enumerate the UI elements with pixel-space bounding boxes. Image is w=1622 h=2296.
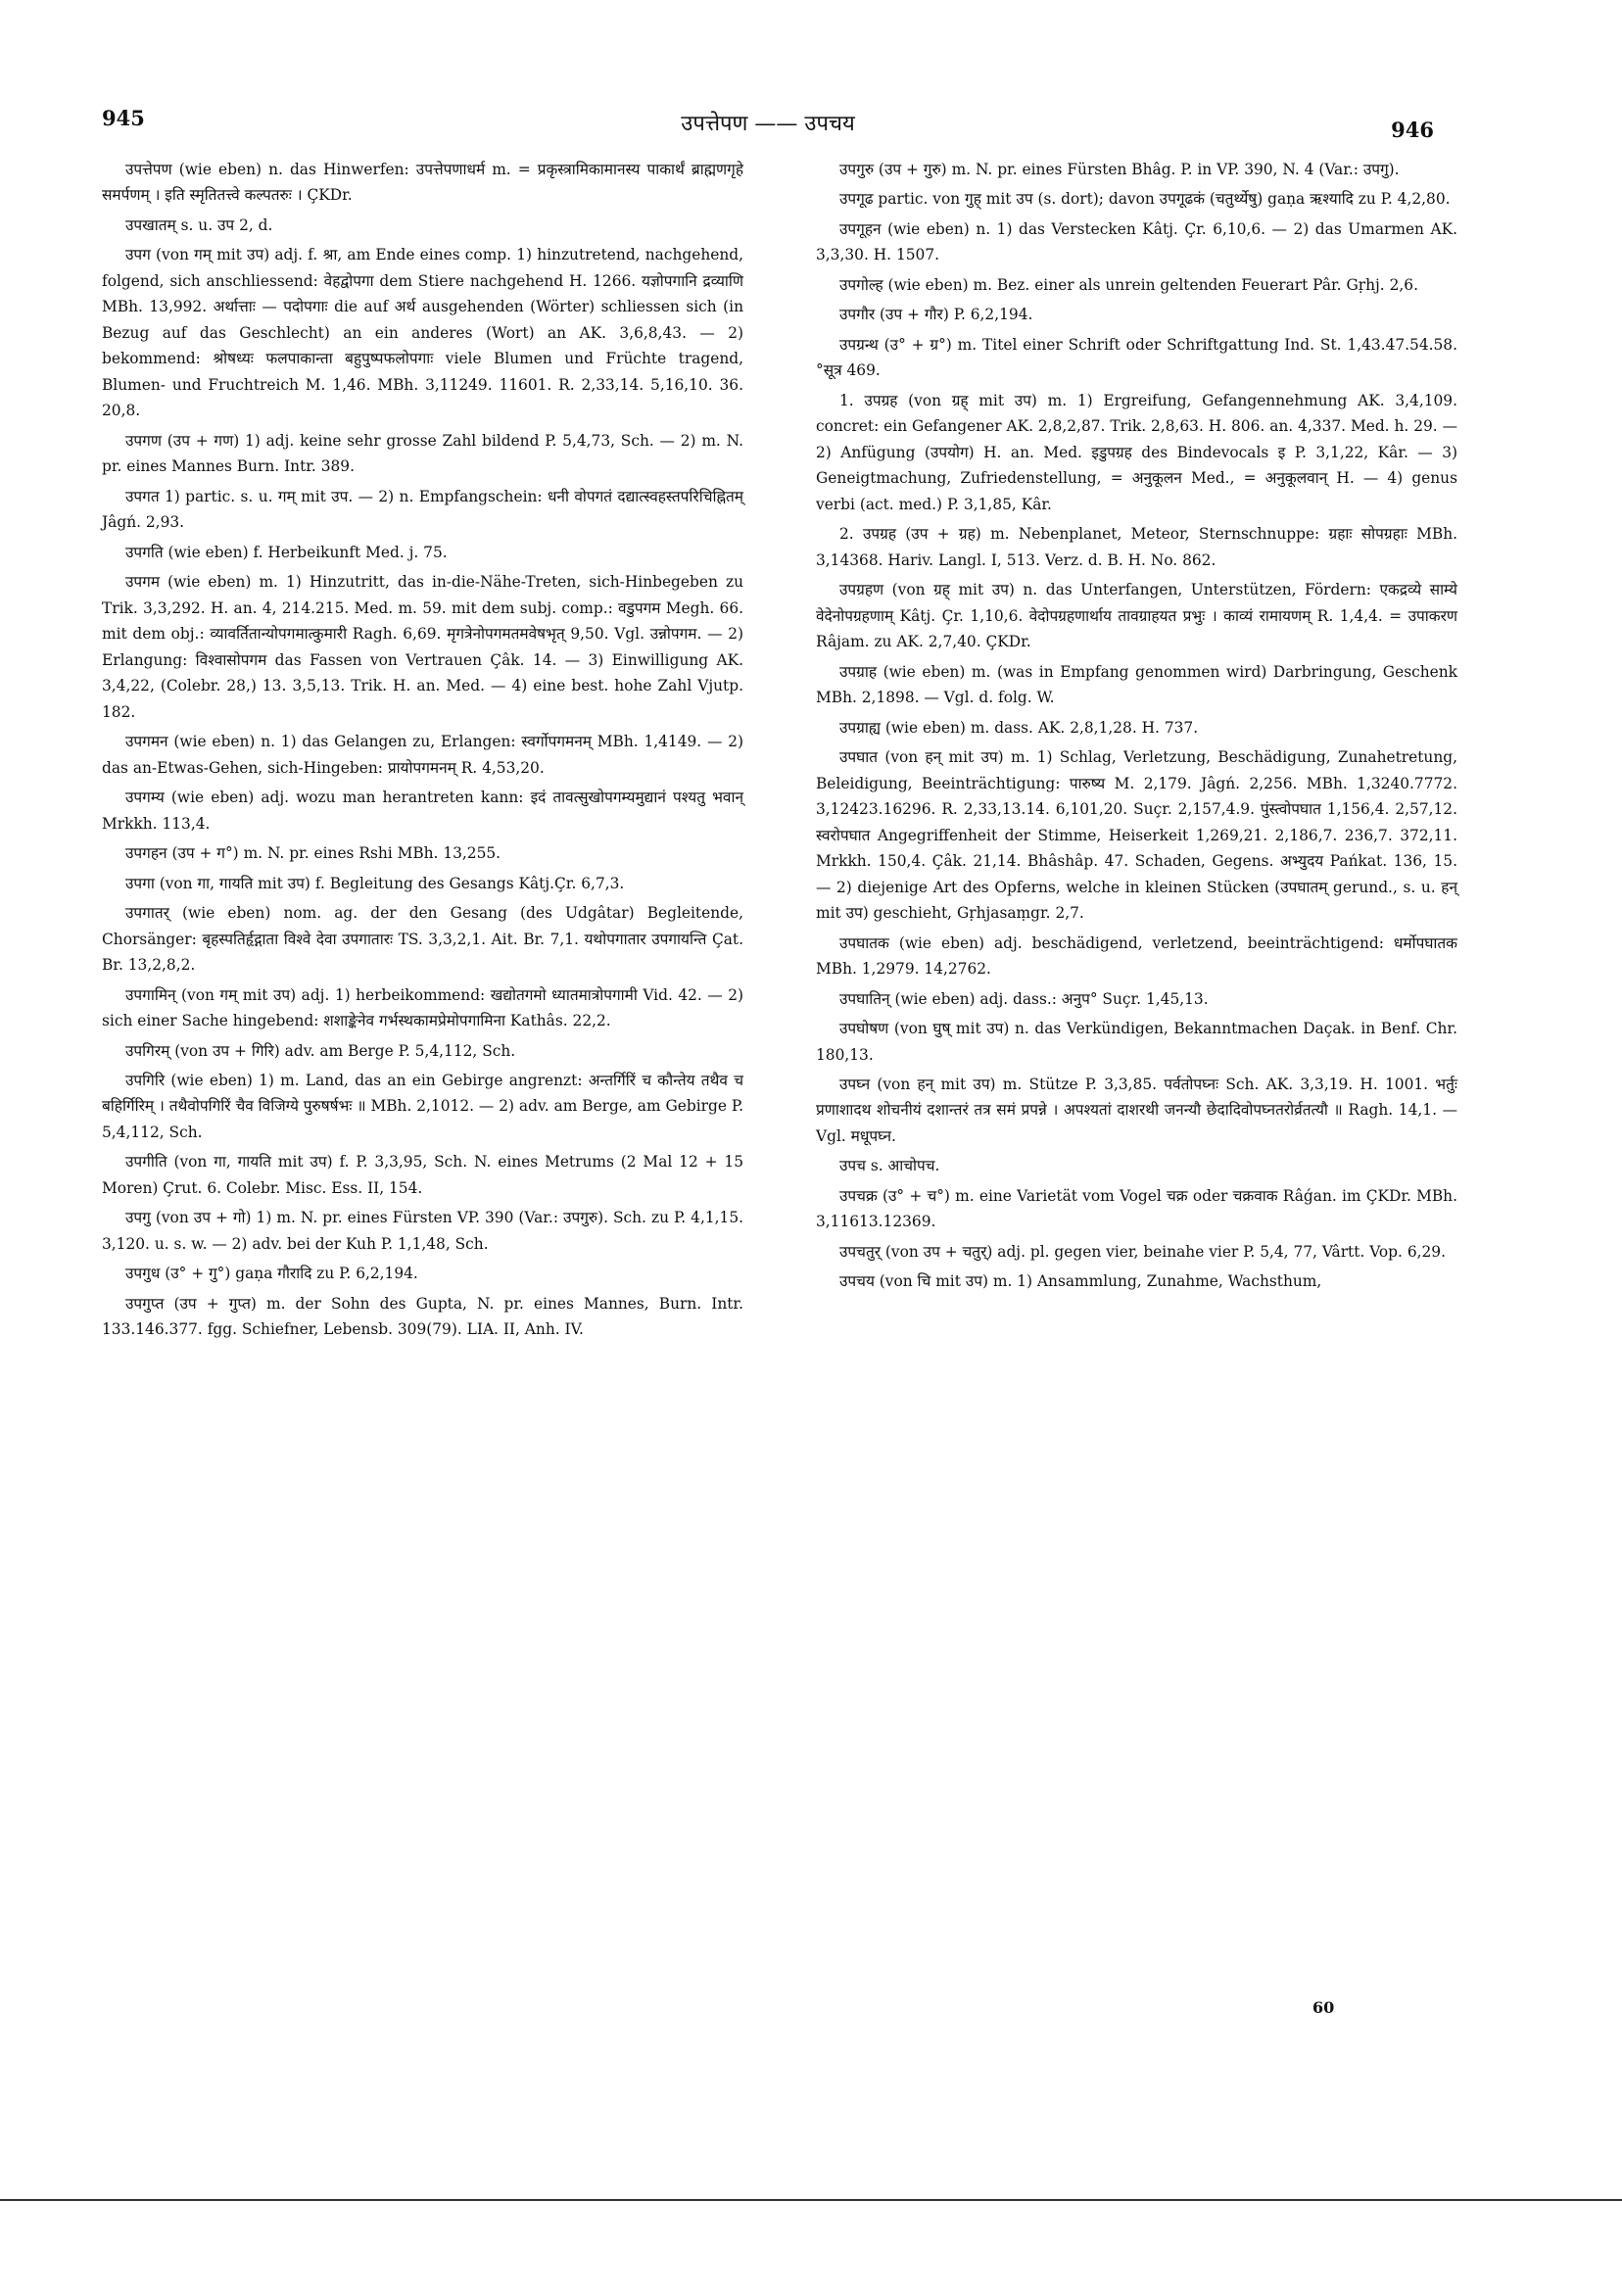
dictionary-entry: उपखातम् s. u. उप 2, d. [125,215,273,234]
running-title: उपत्तेपण —— उपचय [681,112,855,136]
dictionary-entry: उपगुप्त (उप + गुप्त) m. der Sohn des Gupta, N. pr. eines Mannes, Burn. Intr. 133.146.377. fgg. Schiefner, Lebensb. 309(79). LIA. II, Anh. IV. [102,1294,743,1339]
dictionary-entry: उपघात (von हन् mit उप) m. 1) Schlag, Verletzung, Beschädigung, Zunahetretung, Beleidigung, Beeinträchtigung: पारुष्य M. 2,179. Jâgń. 2,256. MBh. 1,3240.7772. 3,12423.16296. R. 2,33,13.14. 6,101,20. Suçr. 2,157,4.9. पुंस्त्वोपघात 1,156,4. 2,57,12. स्वरोपघात Angegriffenheit der Stimme, Heiserkeit 1,269,21. 2,186,7. 236,7. 372,11. Mrkkh. 150,4. Çâk. 21,14. Bhâshâp. 47. Schaden, Gegens. अभ्युदय Pańkat. 136, 15. — 2) diejenige Art des Opferns, welche in kleinen Stücken (उपघातम् gerund., s. u. हन् mit उप) geschieht, Gṛhjasaṃgr. 2,7. [816,748,1457,923]
dictionary-entry: उपघातिन् (wie eben) adj. dass.: अनुप° Suçr. 1,45,13. [839,989,1209,1008]
left-column [102,157,743,1347]
dictionary-entry: उपगिरि (wie eben) 1) m. Land, das an ein Gebirge angrenzt: अन्तर्गिरिं च कौन्तेय तथैव च बहिर्गिरिम् । तथैवोपगिरिं चैव विजिग्ये पुरुषर्षभः ॥ MBh. 2,1012. — 2) adv. am Berge, am Gebirge P. 5,4,112, Sch. [102,1071,743,1141]
page-number-left: 945 [102,106,145,130]
dictionary-entry: उपगम्य (wie eben) adj. wozu man herantreten kann: इदं तावत्सुखोपगम्यमुद्यानं पश्यतु भवान् Mrkkh. 113,4. [102,789,743,833]
dictionary-entry: उपग (von गम् mit उप) adj. f. श्रा, am Ende eines comp. 1) hinzutretend, nachgehend, folgend, sich anschliessend: वेहद्वोपगा dem Stiere nachgehend H. 1266. यज्ञोपगानि द्रव्याणि MBh. 13,992. अर्थात्ताः — पदोपगाः die auf अर्थ ausgehenden (Wörter) schliessen sich (in Bezug auf das Geschlecht) an ein anderes (Wort) an AK. 3,6,8,43. — 2) bekommend: श्रोषध्यः फलपाकान्ता बहुपुष्पफलोपगाः viele Blumen und Früchte tragend, Blumen- und Fruchtreich M. 1,46. MBh. 3,11249. 11601. R. 2,33,14. 5,16,10. 36. 20,8. [102,246,743,420]
dictionary-entry: उपगातर् (wie eben) nom. ag. der den Gesang (des Udgâtar) Begleitende, Chorsänger: बृहस्पतिर्हृद्गाता विश्वे देवा उपगातारः TS. 3,3,2,1. Ait. Br. 7,1. यथोपगातार उपगायन्ति Çat. Br. 13,2,8,2. [102,904,743,975]
dictionary-entry: उपगा (von गा, गायति mit उप) f. Begleitung des Gesangs Kâtj.Çr. 6,7,3. [125,874,625,892]
dictionary-entry: 1. उपग्रह (von ग्रह् mit उप) m. 1) Ergreifung, Gefangennehmung AK. 3,4,109. concret: ein Gefangener AK. 2,8,2,87. Trik. 2,8,63. H. 806. an. 4,337. Med. h. 29. — 2) Anfügung (उपयोग) H. an. Med. इडुपग्रह des Bindevocals इ P. 3,1,22, Kâr. — 3) Geneigtmachung, Zufriedenstellung, = अनुकूलन Med., = अनुकूलवान् H. — 4) genus verbi (act. med.) P. 3,1,85, Kâr. [816,391,1457,513]
page-header [102,106,1434,145]
right-column [816,157,1457,1299]
dictionary-entry: उपगूढ partic. von गुह् mit उप (s. dort); davon उपगूढकं (चतुर्थ्येषु) gaṇa ऋश्यादि zu P. 4,2,80. [839,190,1451,209]
dictionary-entry: उपगामिन् (von गम् mit उप) adj. 1) herbeikommend: खद्योतगमो ध्यातमात्रोपगामी Vid. 42. — 2) sich einer Sache hingebend: शशाङ्केनेव गर्भस्थकामप्रेमोपगामिना Kathâs. 22,2. [102,985,743,1030]
dictionary-entry: उपग्राह (wie eben) m. (was in Empfang genommen wird) Darbringung, Geschenk MBh. 2,1898. — Vgl. d. folg. W. [816,662,1457,707]
dictionary-entry: उपग्रन्थ (उ° + ग्र°) m. Titel einer Schrift oder Schriftgattung Ind. St. 1,43.47.54.58. °सूत्र 469. [816,335,1457,380]
dictionary-entry: उपगति (wie eben) f. Herbeikunft Med. j. 75. [125,543,448,561]
dictionary-entry: उपगिरम् (von उप + गिरि) adv. am Berge P. 5,4,112, Sch. [125,1041,516,1060]
dictionary-entry: उपचतुर् (von उप + चतुर्) adj. pl. gegen vier, beinahe vier P. 5,4, 77, Vârtt. Vop. 6,29. [839,1242,1446,1261]
dictionary-entry: उपग्रहण (von ग्रह् mit उप) n. das Unterfangen, Unterstützen, Fördern: एकद्रव्ये साम्ये वेदेनोपग्रहणाम् Kâtj. Çr. 1,10,6. वेदोपग्रहणार्थाय तावग्राहयत प्रभुः । काव्यं रामायणम् R. 1,4,4. = उपाकरण Râjam. zu AK. 2,7,40. ÇKDr. [816,581,1457,651]
dictionary-entry: उपगहन (उप + ग°) m. N. pr. eines Rshi MBh. 13,255. [125,844,501,863]
dictionary-entry: उपघातक (wie eben) adj. beschädigend, verletzend, beeinträchtigend: धर्मोपघातक MBh. 1,2979. 14,2762. [816,933,1457,979]
dictionary-entry: उपगौर (उप + गौर) P. 6,2,194. [839,306,1033,324]
dictionary-entry: उपगूहन (wie eben) n. 1) das Verstecken Kâtj. Çr. 6,10,6. — 2) das Umarmen AK. 3,3,30. H. 1507. [816,219,1457,264]
dictionary-entry: उपगीति (von गा, गायति mit उप) f. P. 3,3,95, Sch. N. eines Metrums (2 Mal 12 + 15 Moren) Çrut. 6. Colebr. Misc. Ess. II, 154. [102,1153,743,1197]
dictionary-entry: उपचक्र (उ° + च°) m. eine Varietät vom Vogel चक्र oder चक्रवाक Râǵan. im ÇKDr. MBh. 3,11613.12369. [816,1186,1457,1231]
dictionary-entry: उपगम (wie eben) m. 1) Hinzutritt, das in-die-Nähe-Treten, sich-Hinbegeben zu Trik. 3,3,292. H. an. 4, 214.215. Med. m. 59. mit dem subj. comp.: वडुपगम Megh. 66. mit dem obj.: व्यावर्तितान्योपगमात्कुमारी Ragh. 6,69. मृगत्रेनोपगमतमवेषभृत् 9,50. Vgl. उन्नोपगम. — 2) Erlangung: विश्वासोपगम das Fassen von Vertrauen Çâk. 14. — 3) Einwilligung AK. 3,4,22, (Colebr. 28,) 13. 3,5,13. Trik. H. an. Med. — 4) eine best. hohe Zahl Vjutp. 182. [102,573,743,721]
dictionary-entry: उपगत 1) partic. s. u. गम् mit उप. — 2) n. Empfangschein: धनी वोपगतं दद्यात्स्वहस्तपरिचिह्नितम् Jâgń. 2,93. [102,487,743,532]
dictionary-entry: उपचय (von चि mit उप) m. 1) Ansammlung, Zunahme, Wachsthum, [839,1272,1322,1291]
dictionary-entry: उपत्तेपण (wie eben) n. das Hinwerfen: उपत्तेपणाधर्म m. = प्रकृस्त्रामिकामानस्य पाकार्थं ब्राह्मणगृहे समर्पणम् । इति स्मृतितत्त्वे कल्पतरुः । ÇKDr. [102,161,743,205]
dictionary-entry: उपगु (von उप + गो) 1) m. N. pr. eines Fürsten VP. 390 (Var.: उपगुरु). Sch. zu P. 4,1,15. 3,120. u. s. w. — 2) adv. bei der Kuh P. 1,1,48, Sch. [102,1209,743,1253]
dictionary-entry: 2. उपग्रह (उप + ग्रह) m. Nebenplanet, Meteor, Sternschnuppe: ग्रहाः सोपग्रहाः MBh. 3,14368. Hariv. Langl. I, 513. Verz. d. B. H. No. 862. [816,525,1457,569]
page-number-right: 946 [1391,118,1434,142]
sheet-signature: 60 [1312,1998,1335,2017]
dictionary-entry: उपगमन (wie eben) n. 1) das Gelangen zu, Erlangen: स्वर्गोपगमनम् MBh. 1,4149. — 2) das an-Etwas-Gehen, sich-Hingeben: प्रायोपगमनम् R. 4,53,20. [102,733,743,777]
dictionary-entry: उपच s. आचोपच. [839,1157,940,1175]
dictionary-entry: उपगुरु (उप + गुरु) m. N. pr. eines Fürsten Bhâg. P. in VP. 390, N. 4 (Var.: उपगु). [839,161,1400,178]
dictionary-entry: उपग्राह्य (wie eben) m. dass. AK. 2,8,1,28. H. 737. [839,718,1199,737]
dictionary-entry: उपगण (उप + गण) 1) adj. keine sehr grosse Zahl bildend P. 5,4,73, Sch. — 2) m. N. pr. eines Mannes Burn. Intr. 389. [102,431,743,476]
dictionary-entry: उपगोल्ह (wie eben) m. Bez. einer als unrein geltenden Feuerart Pâr. Gṛhj. 2,6. [839,275,1418,294]
dictionary-entry: उपघोषण (von घुष् mit उप) n. das Verkündigen, Bekanntmachen Daçak. in Benf. Chr. 180,13. [816,1020,1457,1064]
dictionary-entry: उपघ्न (von हन् mit उप) m. Stütze P. 3,3,85. पर्वतोपघ्नः Sch. AK. 3,3,19. H. 1001. भर्तुः प्रणाशादथ शोचनीयं दशान्तरं तत्र समं प्रपन्ने । अपश्यतां दाशरथी जनन्यौ छेदादिवोपघ्नतरोर्व्रतत्यौ ॥ Ragh. 14,1. — Vgl. मधूपघ्न. [816,1075,1457,1145]
dictionary-entry: उपगुध (उ° + गु°) gaṇa गौरादि zu P. 6,2,194. [125,1265,418,1283]
bottom-rule [0,2199,1622,2201]
